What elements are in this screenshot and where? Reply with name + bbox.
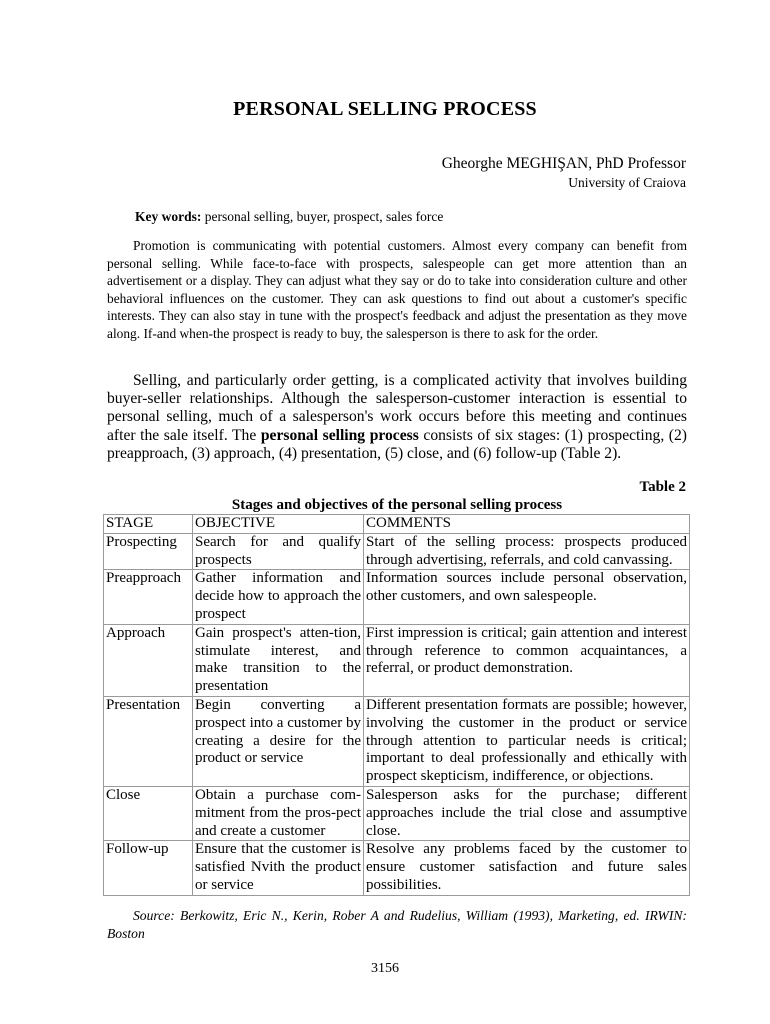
table-row xyxy=(104,786,690,840)
table-cell-objective: Gain prospect's atten-tion, stimulate interest, and make transition to the presentation xyxy=(193,624,364,696)
table-cell-comments: Information sources include personal observation, other customers, and own salespeople. xyxy=(364,570,690,624)
table-cell-stage: Follow-up xyxy=(104,841,193,895)
table-cell-comments: First impression is critical; gain attention and interest through reference to common acquaintances, a referral, or product demonstration. xyxy=(364,624,690,696)
table-cell-objective: Obtain a purchase com-mitment from the pros-pect and create a customer xyxy=(193,786,364,840)
table-row xyxy=(104,624,690,696)
table-header-cell: COMMENTS xyxy=(364,515,690,534)
body-paragraph-start: Selling, and particularly order getting, is a complicated activity that involves building buyer-seller relationships. Although the salesperson-customer interaction is essential to personal selling, much of a salesperson's work occurs before this meeting and continues after the sale itself. The xyxy=(107,372,687,444)
page-number: 3156 xyxy=(371,961,399,976)
keywords-line xyxy=(135,209,443,225)
table-caption: Stages and objectives of the personal selling process xyxy=(231,497,563,513)
table-cell-objective: Begin converting a prospect into a customer by creating a desire for the product or service xyxy=(193,696,364,786)
table-header-cell: OBJECTIVE xyxy=(193,515,364,534)
author-affiliation: University of Craiova xyxy=(568,175,686,190)
table-cell-stage: Presentation xyxy=(104,696,193,786)
body-paragraph xyxy=(107,372,687,463)
table-cell-objective: Ensure that the customer is satisfied Nvith the product or service xyxy=(193,841,364,895)
table-cell-stage: Approach xyxy=(104,624,193,696)
table-cell-stage: Preapproach xyxy=(104,570,193,624)
body-paragraph-bold: personal selling process xyxy=(260,426,419,444)
table-cell-comments: Different presentation formats are possible; however, involving the customer in the product or service through attention to particular needs is critical; important to deal professionally and ethically with prospect skepticism, indifference, or objections. xyxy=(364,696,690,786)
table-row xyxy=(104,841,690,895)
table-cell-stage: Close xyxy=(104,786,193,840)
table-cell-objective: Search for and qualify prospects xyxy=(193,533,364,570)
table-label: Table 2 xyxy=(639,479,686,495)
table-header-row xyxy=(104,515,690,534)
body-paragraph-end: consists of six stages: (1) prospecting, (2) preapproach, (3) approach, (4) presentation, (5) close, and (6) follow-up (Table 2). xyxy=(107,426,687,462)
table-row xyxy=(104,533,690,570)
table-header-cell: STAGE xyxy=(104,515,193,534)
table-source-note: Source: Berkowitz, Eric N., Kerin, Rober A and Rudelius, William (1993), Marketing, ed. IRWIN: Boston xyxy=(107,908,687,941)
table-cell-objective: Gather information and decide how to approach the prospect xyxy=(193,570,364,624)
keywords-label: Key words: xyxy=(135,209,202,224)
table-cell-comments: Start of the selling process: prospects produced through advertising, referrals, and cold canvassing. xyxy=(364,533,690,570)
keywords-text: personal selling, buyer, prospect, sales force xyxy=(204,209,444,224)
table-row xyxy=(104,696,690,786)
paper-title: PERSONAL SELLING PROCESS xyxy=(233,98,537,120)
intro-paragraph: Promotion is communicating with potential customers. Almost every company can benefit from personal selling. While face-to-face with prospects, salespeople can get more attention than an advertisement or a display. They can adjust what they say or do to take into consideration culture and other behavioral influences on the customer. They can ask questions to find out about a customer's specific interests. They can also stay in tune with the prospect's feedback and adjust the presentation as they move along. If-and when-the prospect is ready to buy, the salesperson is there to ask for the order. xyxy=(107,238,687,341)
stages-table xyxy=(103,514,690,896)
table-cell-stage: Prospecting xyxy=(104,533,193,570)
table-row xyxy=(104,570,690,624)
table-cell-comments: Salesperson asks for the purchase; different approaches include the trial close and assumptive close. xyxy=(364,786,690,840)
table-cell-comments: Resolve any problems faced by the customer to ensure customer satisfaction and future sales possibilities. xyxy=(364,841,690,895)
author-name: Gheorghe MEGHIŞAN, PhD Professor xyxy=(441,155,686,172)
